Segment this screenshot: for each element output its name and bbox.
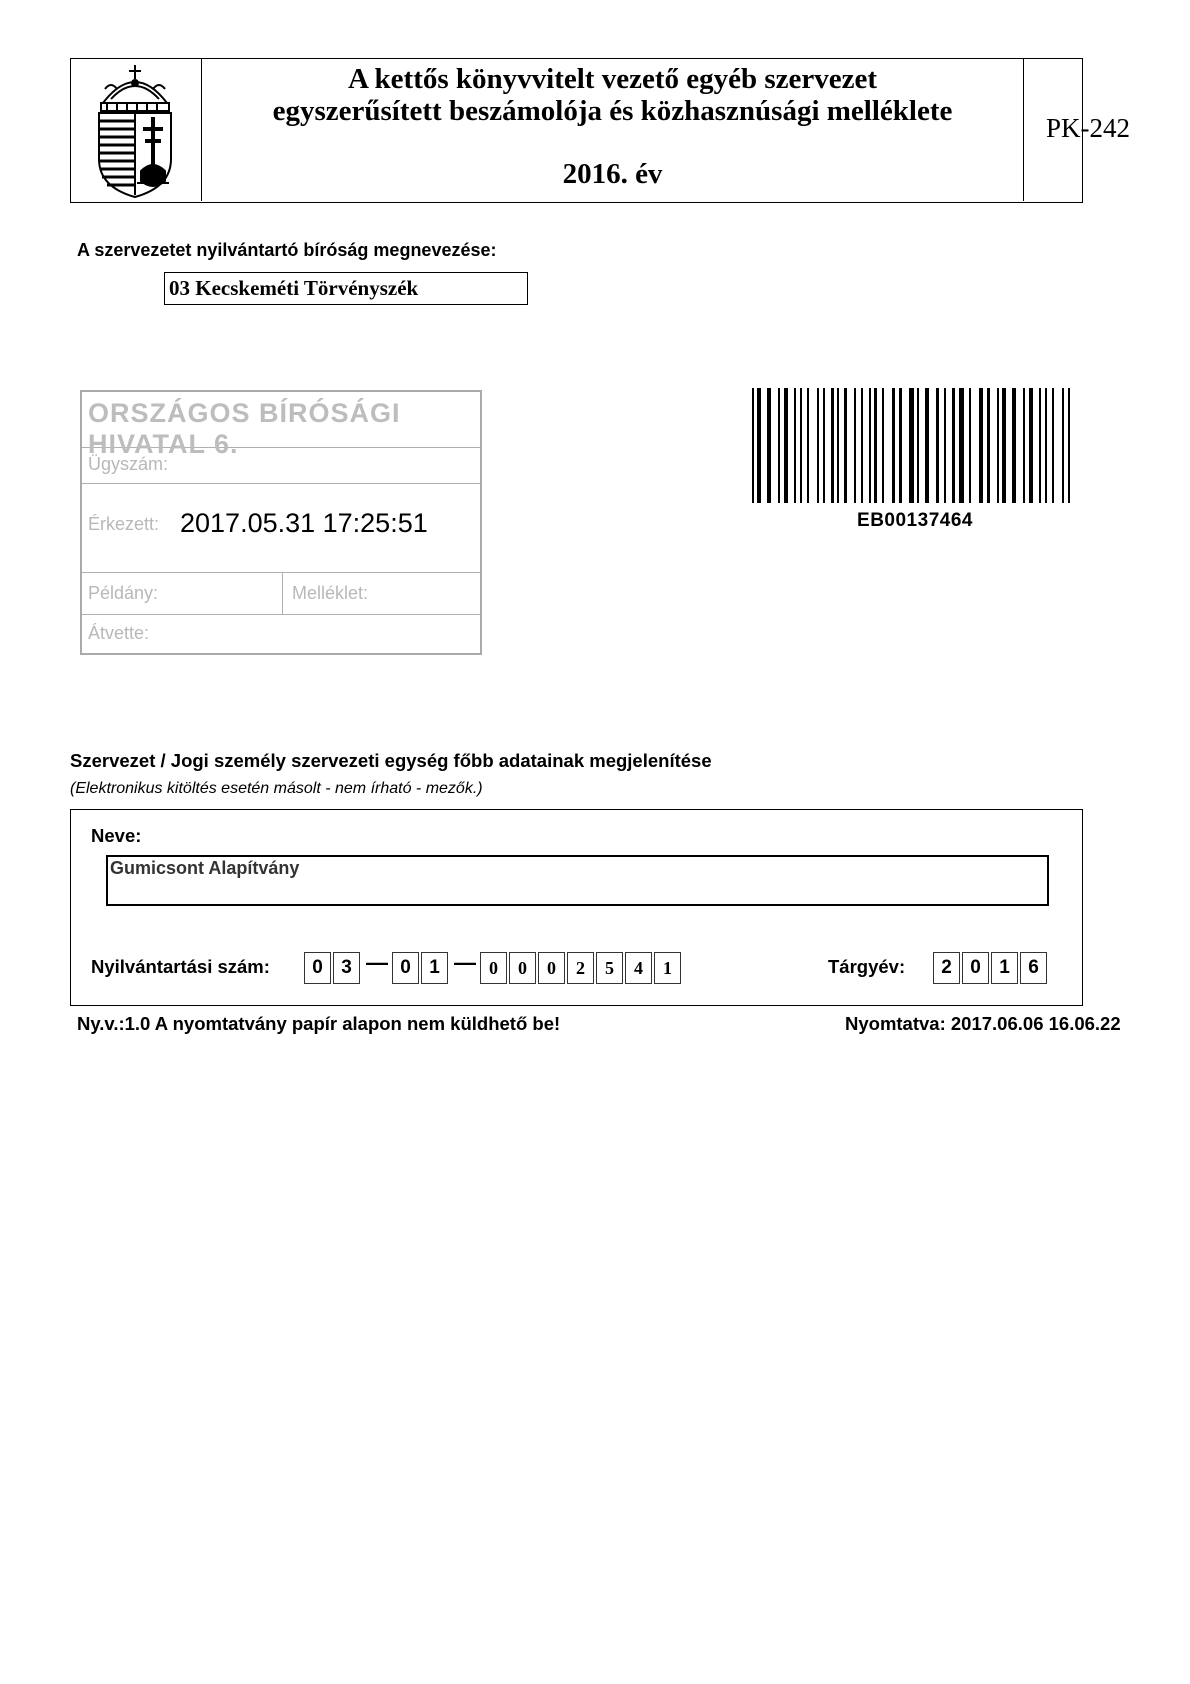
barcode-bar: [1052, 388, 1054, 503]
barcode-bar: [784, 388, 788, 503]
barcode-bar: [844, 388, 847, 503]
barcode-bar: [831, 388, 834, 503]
barcode-number: EB00137464: [857, 510, 973, 531]
case-number-label: Ügyszám:: [88, 454, 169, 474]
received-label: Érkezett:: [88, 514, 160, 534]
barcode-bar: [752, 388, 754, 503]
reg-separator: —: [454, 950, 476, 975]
section-title: Szervezet / Jogi személy szervezeti egység főbb adatainak megjelenítése: [70, 750, 712, 771]
form-header: [70, 58, 1130, 203]
barcode-bar: [1029, 388, 1033, 503]
court-label: A szervezetet nyilvántartó bíróság megnevezése:: [77, 240, 497, 260]
footer-note: Ny.v.:1.0 A nyomtatvány papír alapon nem küldhető be!: [77, 1013, 561, 1034]
reg-digit: 5: [596, 952, 623, 984]
form-code-cell: [1024, 59, 1130, 201]
year-digit: 0: [962, 952, 989, 984]
reg-digit: 3: [333, 952, 360, 984]
barcode-bar: [944, 388, 946, 503]
barcode-bar: [869, 388, 871, 503]
barcode-bar: [899, 388, 902, 503]
stamp-case-row: [82, 448, 480, 484]
barcode-bar: [778, 388, 780, 503]
barcode-bar: [767, 388, 771, 503]
form-code: PK-242: [1045, 113, 1130, 143]
reg-digit: 1: [421, 952, 448, 984]
reg-digit: 0: [304, 952, 331, 984]
barcode-bar: [979, 388, 983, 503]
attachment-label: Melléklet:: [292, 583, 369, 603]
form-title: [202, 59, 1024, 201]
name-label: Neve:: [91, 825, 142, 846]
barcode-bar: [861, 388, 863, 503]
barcode-bar: [925, 388, 929, 503]
barcode-bar: [837, 388, 839, 503]
barcode-bar: [892, 388, 895, 503]
barcode-bar: [959, 388, 964, 503]
barcode-bar: [1039, 388, 1041, 503]
year-digit: 6: [1020, 952, 1047, 984]
barcode: [750, 388, 1080, 503]
reg-digit: 0: [480, 952, 507, 984]
barcode-bar: [1062, 388, 1064, 503]
barcode-bar: [817, 388, 819, 503]
received-datetime: 2017.05.31 17:25:51: [180, 508, 428, 538]
subject-year-label: Tárgyév:: [828, 956, 906, 977]
stamp-header-row: [82, 392, 480, 459]
registration-number-label: Nyilvántartási szám:: [91, 956, 270, 977]
copy-label: Példány:: [88, 583, 159, 603]
reg-digit: 0: [538, 952, 565, 984]
received-by-label: Átvette:: [88, 623, 150, 643]
barcode-bar: [757, 388, 761, 503]
reg-digit: 1: [654, 952, 681, 984]
barcode-bar: [952, 388, 955, 503]
reg-separator: —: [366, 950, 388, 975]
logo-cell: [71, 59, 202, 201]
section-subtitle: (Elektronikus kitöltés esetén másolt - nem írható - mezők.): [70, 780, 483, 797]
barcode-bar: [807, 388, 809, 503]
receipt-stamp: [80, 390, 482, 655]
stamp-header: ORSZÁGOS BÍRÓSÁGI HIVATAL 6.: [88, 398, 401, 459]
title-line-1: A kettős könyvvitelt vezető egyéb szervezet: [347, 63, 878, 95]
barcode-bar: [1002, 388, 1006, 503]
name-field: Gumicsont Alapítvány: [106, 855, 1049, 906]
stamp-copy-row: [82, 573, 480, 615]
print-date: Nyomtatva: 2017.06.06 16.06.22: [845, 1013, 1121, 1034]
barcode-bar: [794, 388, 796, 503]
court-field: 03 Kecskeméti Törvényszék: [164, 272, 528, 305]
barcode-bar: [997, 388, 999, 503]
barcode-bar: [1068, 388, 1070, 503]
barcode-bar: [917, 388, 919, 503]
year-digit: 1: [991, 952, 1018, 984]
stamp-divider: [282, 573, 283, 615]
barcode-bar: [800, 388, 802, 503]
title-line-2: egyszerűsített beszámolója és közhasznúsági melléklete: [272, 95, 953, 127]
reg-digit: 0: [392, 952, 419, 984]
reg-digit: 4: [625, 952, 652, 984]
coat-of-arms-icon: [71, 59, 200, 199]
stamp-receiver-row: [82, 615, 480, 655]
barcode-bar: [823, 388, 825, 503]
barcode-bar: [1045, 388, 1047, 503]
stamp-received-row: [82, 484, 480, 573]
barcode-bar: [854, 388, 856, 503]
reg-digit: 0: [509, 952, 536, 984]
barcode-bar: [874, 388, 877, 503]
year-digit: 2: [933, 952, 960, 984]
barcode-bar: [936, 388, 939, 503]
reg-digit: 2: [567, 952, 594, 984]
form-year: 2016. év: [562, 158, 663, 190]
barcode-bar: [1012, 388, 1016, 503]
barcode-bar: [882, 388, 884, 503]
barcode-bar: [969, 388, 971, 503]
barcode-bar: [909, 388, 914, 503]
barcode-bar: [1023, 388, 1025, 503]
barcode-bar: [987, 388, 990, 503]
